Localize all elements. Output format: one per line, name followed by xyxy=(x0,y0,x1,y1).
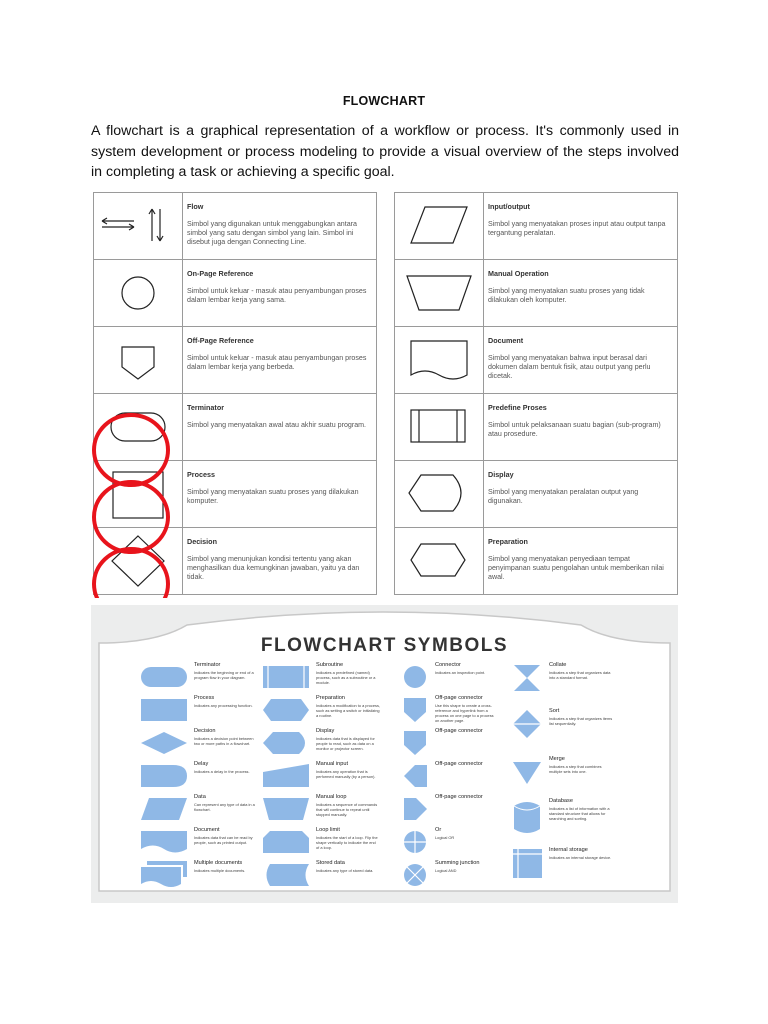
poster-symbol-name: Document xyxy=(194,827,220,833)
symbol-name: Flow xyxy=(187,202,204,211)
poster-symbol xyxy=(512,708,613,754)
poster-symbol xyxy=(403,860,480,896)
poster-symbol-description: Can represent any type of data in a flowchart. xyxy=(194,802,255,812)
symbol-description: Simbol yang menyatakan suatu proses yang dilakukan komputer. xyxy=(187,488,359,505)
collate-icon xyxy=(512,663,543,703)
poster-symbol xyxy=(403,695,494,731)
poster-symbol-name: Collate xyxy=(549,662,567,668)
preparation-icon xyxy=(262,696,310,726)
poster-symbol-description: Indicates a predefined (named) process, such as a subroutine or a module. xyxy=(316,670,376,685)
delay-icon xyxy=(140,762,188,792)
symbol-description: Simbol yang menyatakan proses input atau output tanpa tergantung peralatan. xyxy=(488,220,666,237)
poster-symbol-description: Indicates a modification to a process, such as setting a switch or initializing a routine. xyxy=(316,703,381,718)
poster-symbol-name: Loop limit xyxy=(316,827,340,833)
poster-symbol xyxy=(403,761,483,797)
symbol-description: Simbol untuk keluar - masuk atau penyambungan proses dalam lembar kerja yang sama. xyxy=(187,287,367,304)
poster-symbol-description: Indicates the start of a loop. Flip the shape vertically to indicate the end of a loop. xyxy=(316,835,378,850)
poster-symbol-name: Off-page connector xyxy=(435,728,483,734)
symbol-description: Simbol untuk keluar - masuk atau penyambungan proses dalam lembar kerja yang berbeda. xyxy=(187,354,367,371)
table-row xyxy=(395,326,677,393)
sort-icon xyxy=(512,709,543,749)
poster-symbol-description: Indicates the beginning or end of a program flow in your diagram. xyxy=(194,670,254,680)
poster-symbol-name: Terminator xyxy=(194,662,221,668)
symbol-description: Simbol yang menyatakan awal atau akhir suatu program. xyxy=(187,421,367,429)
page-title: FLOWCHART xyxy=(342,94,426,108)
symbol-name: Display xyxy=(488,470,514,479)
red-highlight-circle xyxy=(94,415,168,485)
document-icon xyxy=(140,828,188,858)
poster-symbol-name: Sort xyxy=(549,708,560,714)
table-row xyxy=(395,259,677,326)
poster-symbol xyxy=(262,860,374,896)
red-highlight-circle xyxy=(94,549,168,598)
table-row xyxy=(395,393,677,460)
poster-symbol-description: Logical AND xyxy=(435,868,457,873)
poster-symbol-name: Delay xyxy=(194,761,209,767)
poster-symbol xyxy=(512,798,610,844)
or-icon xyxy=(403,828,429,858)
display-icon xyxy=(395,461,484,527)
parallelogram-icon xyxy=(395,193,484,259)
poster-symbol-name: Connector xyxy=(435,662,461,668)
red-highlight-circle xyxy=(94,482,168,552)
decision-icon xyxy=(140,729,188,759)
offpage-icon xyxy=(403,696,429,726)
symbol-name: Terminator xyxy=(187,403,225,412)
poster-symbol-name: Display xyxy=(316,728,335,734)
symbol-name: Process xyxy=(187,470,215,479)
poster-symbol-description: Indicates an internal storage device. xyxy=(549,855,612,860)
poster-symbol xyxy=(403,728,483,764)
symbol-name: Input/output xyxy=(488,202,530,211)
poster-symbol-name: Manual loop xyxy=(316,794,347,800)
symbol-name: Predefine Proses xyxy=(488,403,547,412)
poster-symbol-description: Use this shape to create a cross-reference and hyperlink from a process on one page to a process on another page. xyxy=(435,703,494,723)
subroutine-icon xyxy=(262,663,310,693)
poster-symbol-name: Summing junction xyxy=(435,860,480,866)
symbol-description: Simbol yang digunakan untuk menggabungkan antara simbol yang satu dengan simbol yang lain. Simbol ini disebut juga dengan Connecting Line. xyxy=(187,220,357,246)
symbol-name: Decision xyxy=(187,537,217,546)
internal-icon xyxy=(512,848,543,888)
multidoc-icon xyxy=(140,861,188,891)
database-icon xyxy=(512,799,543,839)
poster-symbol-description: Indicates a step that organizes data into a standard format. xyxy=(549,670,611,680)
poster-symbol-name: Manual input xyxy=(316,761,349,767)
poster-symbol-description: Indicates a step that organizes items list sequentially. xyxy=(549,716,613,726)
poster-symbol-description: Indicates a sequence of commands that will continue to repeat until stopped manually. xyxy=(316,802,378,817)
poster-symbol-name: Merge xyxy=(549,756,565,762)
trapezoid-icon xyxy=(395,260,484,326)
symbol-name: On-Page Reference xyxy=(187,269,254,278)
connector-icon xyxy=(403,663,429,693)
poster-symbol-name: Process xyxy=(194,695,215,701)
poster-symbol-name: Preparation xyxy=(316,695,345,701)
poster-symbol xyxy=(512,847,612,893)
poster-symbol-name: Off-page connector xyxy=(435,794,483,800)
symbol-description: Simbol yang menyatakan suatu proses yang tidak dilakukan oleh komputer. xyxy=(488,287,645,304)
predefined-process-icon xyxy=(395,394,484,460)
poster-symbol-description: Indicates any operation that is performed manually (by a person). xyxy=(316,769,376,779)
poster-symbol xyxy=(403,827,455,863)
table-row xyxy=(94,259,376,326)
flow-arrows-icon xyxy=(94,193,183,259)
display-icon xyxy=(262,729,310,759)
symbol-name: Off-Page Reference xyxy=(187,336,254,345)
terminator-icon xyxy=(140,663,188,693)
looplimit-icon xyxy=(262,828,310,858)
poster-symbol-description: Indicates data that can be read by people, such as printed output. xyxy=(194,835,253,845)
poster-symbol-description: Indicates a list of information with a standard structure that allows for searching and sorting. xyxy=(549,806,610,821)
symbol-description: Simbol yang menyatakan peralatan output yang digunakan. xyxy=(488,488,639,505)
poster-symbol-description: Indicates multiple documents. xyxy=(194,868,246,873)
offpageleft-icon xyxy=(403,762,429,792)
symbol-name: Document xyxy=(488,336,524,345)
poster-symbol xyxy=(140,860,246,896)
storeddata-icon xyxy=(262,861,310,891)
hexagon-icon xyxy=(395,528,484,594)
symbol-table-right xyxy=(394,192,678,595)
poster-symbol xyxy=(403,794,483,830)
data-icon xyxy=(140,795,188,825)
symbol-name: Manual Operation xyxy=(488,269,549,278)
poster-symbol-description: Indicates an inspection point. xyxy=(435,670,486,675)
poster-symbol-description: Logical OR xyxy=(435,835,455,840)
poster-title: FLOWCHART SYMBOLS xyxy=(260,635,509,656)
document-icon xyxy=(395,327,484,393)
summing-icon xyxy=(403,861,429,891)
poster-symbol-name: Subroutine xyxy=(316,662,344,668)
symbol-description: Simbol yang menyatakan penyediaan tempat penyimpanan suatu pengolahan untuk memberikan nilai awal. xyxy=(488,555,664,581)
poster-symbol-name: Stored data xyxy=(316,860,345,866)
poster-symbol-name: Or xyxy=(435,827,442,833)
poster-symbol-description: Indicates a delay in the process. xyxy=(194,769,250,774)
poster-symbol-name: Data xyxy=(194,794,206,800)
intro-paragraph: A flowchart is a graphical representation of a workflow or process. It's commonly used in system development or process modeling to provide a visual overview of the steps involved in completing a task or achieving a specific goal. xyxy=(91,123,679,180)
symbol-description: Simbol yang menyatakan bahwa input berasal dari dokumen dalam bentuk fisik, atau output yang perlu dicetak. xyxy=(488,354,651,380)
merge-icon xyxy=(512,757,543,797)
table-row xyxy=(94,193,376,259)
circle-icon xyxy=(94,260,183,326)
poster-symbol-description: Indicates any type of stored data. xyxy=(316,868,374,873)
offpage-icon xyxy=(403,729,429,759)
symbol-description: Simbol yang menunjukan kondisi tertentu yang akan menghasilkan dua kemungkinan jawaban, yaitu ya dan tidak. xyxy=(187,555,360,581)
poster-symbol-name: Off-page connector xyxy=(435,761,483,767)
table-row xyxy=(395,193,677,259)
table-row xyxy=(395,527,677,594)
manualloop-icon xyxy=(262,795,310,825)
highlight-circles xyxy=(90,380,174,598)
process-icon xyxy=(140,696,188,726)
manualinput-icon xyxy=(262,762,310,792)
poster-symbol-name: Internal storage xyxy=(549,847,588,853)
poster-symbol-name: Decision xyxy=(194,728,216,734)
poster-symbol-description: Indicates a step that combines multiple sets into one. xyxy=(549,764,602,774)
offpageright-icon xyxy=(403,795,429,825)
poster-symbol-description: Indicates data that is displayed for people to read, such as data on a monitor or projector screen. xyxy=(316,736,375,751)
poster-symbol-description: Indicates any processing function. xyxy=(194,703,253,708)
poster-symbol-name: Off-page connector xyxy=(435,695,483,701)
poster-symbol-name: Database xyxy=(549,798,573,804)
table-row xyxy=(395,460,677,527)
poster-symbol-description: Indicates a decision point between two or more paths in a flowchart. xyxy=(194,736,254,746)
poster-symbol-name: Multiple documents xyxy=(194,860,243,866)
flowchart-symbols-poster xyxy=(91,605,678,903)
poster-symbol xyxy=(512,662,611,708)
symbol-description: Simbol untuk pelaksanaan suatu bagian (sub-program) atau prosedure. xyxy=(488,421,661,438)
symbol-name: Preparation xyxy=(488,537,528,546)
